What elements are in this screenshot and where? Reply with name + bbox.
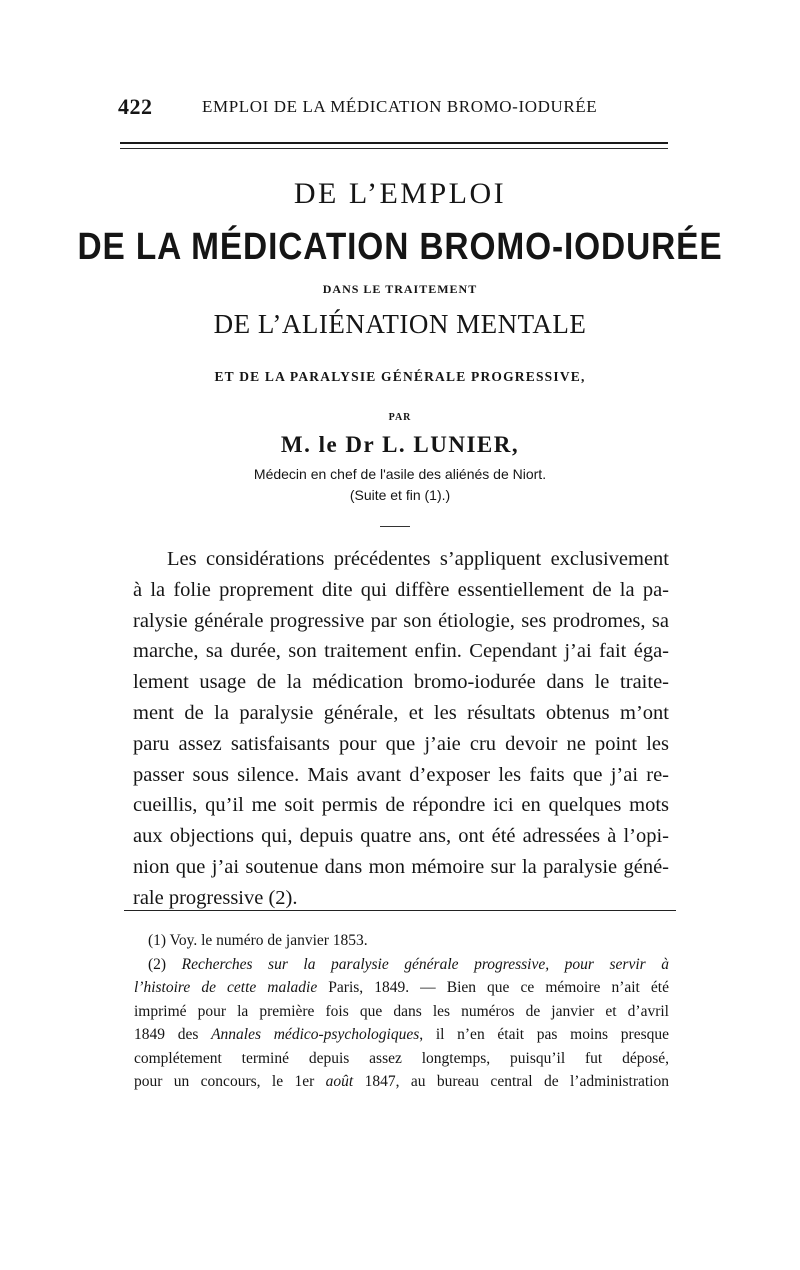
footnote-text: (2) bbox=[148, 955, 182, 973]
body-line: nion que j’ai soutenue dans mon mémoire sur la paralysie géné- bbox=[133, 855, 669, 878]
running-header bbox=[118, 94, 678, 122]
article-title-par: PAR bbox=[388, 412, 412, 423]
article-title-line-3: DANS LE TRAITEMENT bbox=[322, 282, 478, 296]
footnote-italic-text: Recherches sur la paralysie générale progressive, pour servir à bbox=[181, 955, 669, 973]
article-title-main: DE LA MÉDICATION BROMO-IODURÉE bbox=[77, 226, 723, 268]
body-line: ment de la paralysie générale, et les résultats obtenus m’ont bbox=[133, 701, 669, 724]
footnote-text: Paris, 1849. — Bien que ce mémoire n’ait été bbox=[317, 979, 669, 996]
body-line: lement usage de la médication bromo-iodurée dans le traite- bbox=[133, 671, 669, 694]
footnote-text: complétement terminé depuis assez longtemps, puisqu’il fut déposé, bbox=[134, 1049, 669, 1067]
footnote-text: pour un concours, le 1er bbox=[134, 1073, 326, 1090]
footnote-italic-text: Annales médico-psychologiques bbox=[211, 1026, 420, 1043]
article-title-line-1: DE L’EMPLOI bbox=[293, 177, 507, 210]
page-number: 422 bbox=[118, 94, 153, 119]
author-affiliation: Médecin en chef de l'asile des aliénés de Niort. bbox=[253, 466, 547, 482]
footnotes bbox=[134, 929, 669, 1094]
footnote-italic-text: l’histoire de cette maladie bbox=[134, 979, 318, 996]
body-line: marche, sa durée, son traitement enfin. Cependant j’ai fait éga- bbox=[133, 640, 669, 663]
footnote-2-line bbox=[134, 1023, 669, 1047]
header-rule bbox=[120, 142, 668, 149]
footnote-2-line bbox=[134, 1070, 669, 1094]
author-name: M. le Dr L. LUNIER, bbox=[280, 432, 520, 457]
footnote-2-line bbox=[134, 976, 669, 1000]
body-line: ralysie générale progressive par son étiologie, ses prodromes, sa bbox=[133, 609, 669, 632]
footnote-2-line bbox=[134, 1047, 669, 1071]
footnote-rule bbox=[124, 910, 676, 911]
body-line: cueillis, qu’il me soit permis de répondre ici en quelques mots bbox=[133, 794, 669, 817]
body-line: rale progressive (2). bbox=[133, 886, 298, 909]
article-title-line-4: DE L’ALIÉNATION MENTALE bbox=[213, 309, 587, 339]
body-line: passer sous silence. Mais avant d’exposer les faits que j’ai re- bbox=[133, 763, 669, 786]
body-line: à la folie proprement dite qui diffère essentiellement de la pa- bbox=[133, 578, 669, 601]
running-title: EMPLOI DE LA MÉDICATION BROMO-IODURÉE bbox=[202, 97, 598, 116]
body-line: paru assez satisfaisants pour que j’aie cru devoir ne point les bbox=[133, 732, 669, 755]
body-paragraph bbox=[133, 544, 669, 914]
footnote-text: , il n’en était pas moins presque bbox=[419, 1026, 669, 1043]
article-title-line-5: ET DE LA PARALYSIE GÉNÉRALE PROGRESSIVE, bbox=[214, 369, 586, 384]
footnote-text: 1847, au bureau central de l’administration bbox=[353, 1073, 670, 1090]
footnote-text: imprimé pour la première fois que dans les numéros de janvier et d’avril bbox=[134, 1002, 669, 1020]
footnote-2-line bbox=[134, 953, 669, 977]
footnote-2-line bbox=[134, 1000, 669, 1024]
body-line: aux objections qui, depuis quatre ans, ont été adressées à l’opi- bbox=[133, 825, 669, 848]
section-separator bbox=[380, 526, 410, 527]
footnote-1: (1) Voy. le numéro de janvier 1853. bbox=[148, 932, 368, 949]
continuation-note: (Suite et fin (1).) bbox=[349, 487, 451, 503]
body-line: Les considérations précédentes s’appliquent exclusivement bbox=[167, 548, 669, 570]
footnote-2 bbox=[134, 953, 669, 1094]
footnote-text: 1849 des bbox=[134, 1026, 212, 1043]
footnote-italic-text: août bbox=[325, 1073, 354, 1090]
